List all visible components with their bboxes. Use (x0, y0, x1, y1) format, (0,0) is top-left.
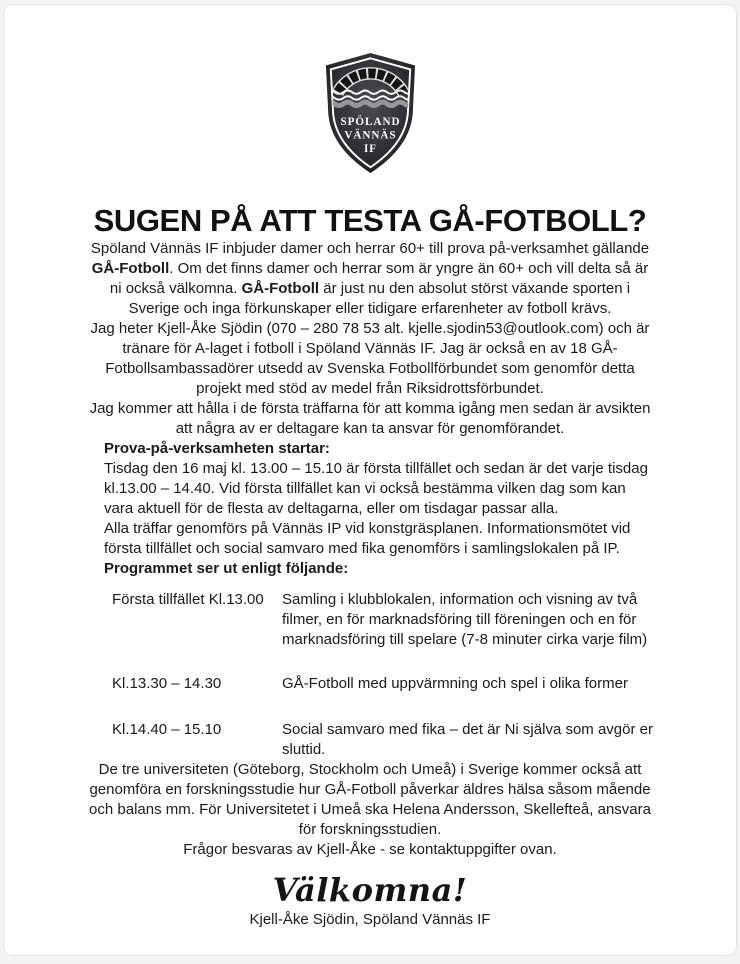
program-row-activity: GÅ-Fotboll med uppvärmning och spel i olika former (282, 675, 628, 692)
intro-p1-bold1: GÅ-Fotboll (91, 260, 170, 277)
club-crest (4, 51, 736, 175)
intro-p1-part3: är just nu den absolut störst växande sporten i Sverige och inga förkunskaper eller tidigare erfarenheter av fotboll krävs. (128, 280, 631, 317)
program-row (84, 590, 656, 650)
start-section-heading: Prova-på-verksamheten startar: (104, 440, 330, 457)
crest-text-line1: SPÖLAND (340, 116, 400, 129)
page-title: SUGEN PÅ ATT TESTA GÅ-FOTBOLL? (93, 203, 647, 238)
program-row-activity: Samling i klubblokalen, information och visning av två filmer, en för marknadsföring till föreningen och en för marknadsföring till spelare (7-8 minuter cirka varje film) (282, 591, 648, 648)
program-row-time: Första tillfället Kl.13.00 (112, 591, 264, 608)
program-row-activity: Social samvaro med fika – det är Ni själva som avgör er sluttid. (282, 721, 653, 758)
questions-paragraph: Frågor besvaras av Kjell-Åke - se kontaktuppgifter ovan. (183, 841, 557, 858)
intro-p1-part1: Spöland Vännäs IF inbjuder damer och herrar 60+ till prova på-verksamhet gällande (90, 240, 650, 257)
flyer-body (84, 239, 656, 930)
program-row (84, 720, 656, 760)
research-paragraph: De tre universiteten (Göteborg, Stockholm och Umeå) i Sverige kommer också att genomföra en forskningsstudie hur GÅ-Fotboll påverkar äldres hälsa såsom mående och balans mm. För Universitetet i Umeå ska Helena Andersson, Skellefteå, ansvara för forskningsstudien. (89, 761, 651, 838)
welcome-script-text: Välkomna! (272, 871, 468, 909)
intro-p1-part2: . Om det finns damer och herrar som är yngre än 60+ och vill delta så är ni också välkomna. (109, 260, 649, 297)
venue-paragraph: Alla träffar genomförs på Vännäs IP vid konstgräsplanen. Informationsmötet vid första tillfället och social samvaro med fika genomförs i samlingslokalen på IP. (104, 520, 631, 557)
intro-p1-bold2: GÅ-Fotboll (241, 280, 320, 297)
club-crest-logo (322, 51, 419, 175)
start-section-body: Tisdag den 16 maj kl. 13.00 – 15.10 är första tillfället och sedan är det varje tisdag kl.13.00 – 14.40. Vid första tillfället kan vi också bestämma vilken dag som kan vara aktuell för de flesta av deltagarna, eller om tisdagar passar alla. (104, 460, 648, 517)
program-row-time: Kl.13.30 – 14.30 (112, 675, 222, 692)
intro-paragraph-3: Jag kommer att hålla i de första träffarna för att komma igång men sedan är avsikten att några av er deltagare kan ta ansvar för genomförandet. (89, 400, 651, 437)
program-heading: Programmet ser ut enligt följande: (104, 560, 349, 577)
crest-text-line2: VÄNNÄS (343, 129, 397, 142)
signature-line: Kjell-Åke Sjödin, Spöland Vännäs IF (249, 911, 491, 928)
crest-text-line3: IF (363, 142, 377, 155)
flyer-page (3, 4, 737, 956)
intro-paragraph-1 (84, 239, 656, 319)
program-row-time: Kl.14.40 – 15.10 (112, 721, 222, 738)
intro-paragraph-2: Jag heter Kjell-Åke Sjödin (070 – 280 78 53 alt. kjelle.sjodin53@outlook.com) och är tränare för A-laget i fotboll i Spöland Vännäs IF. Jag är också en av 18 GÅ-Fotbollsambassadörer utsedd av Svenska Fotbollförbundet som genomför detta projekt med stöd av medel från Riksidrottsförbundet. (90, 320, 650, 397)
program-row (84, 674, 656, 694)
